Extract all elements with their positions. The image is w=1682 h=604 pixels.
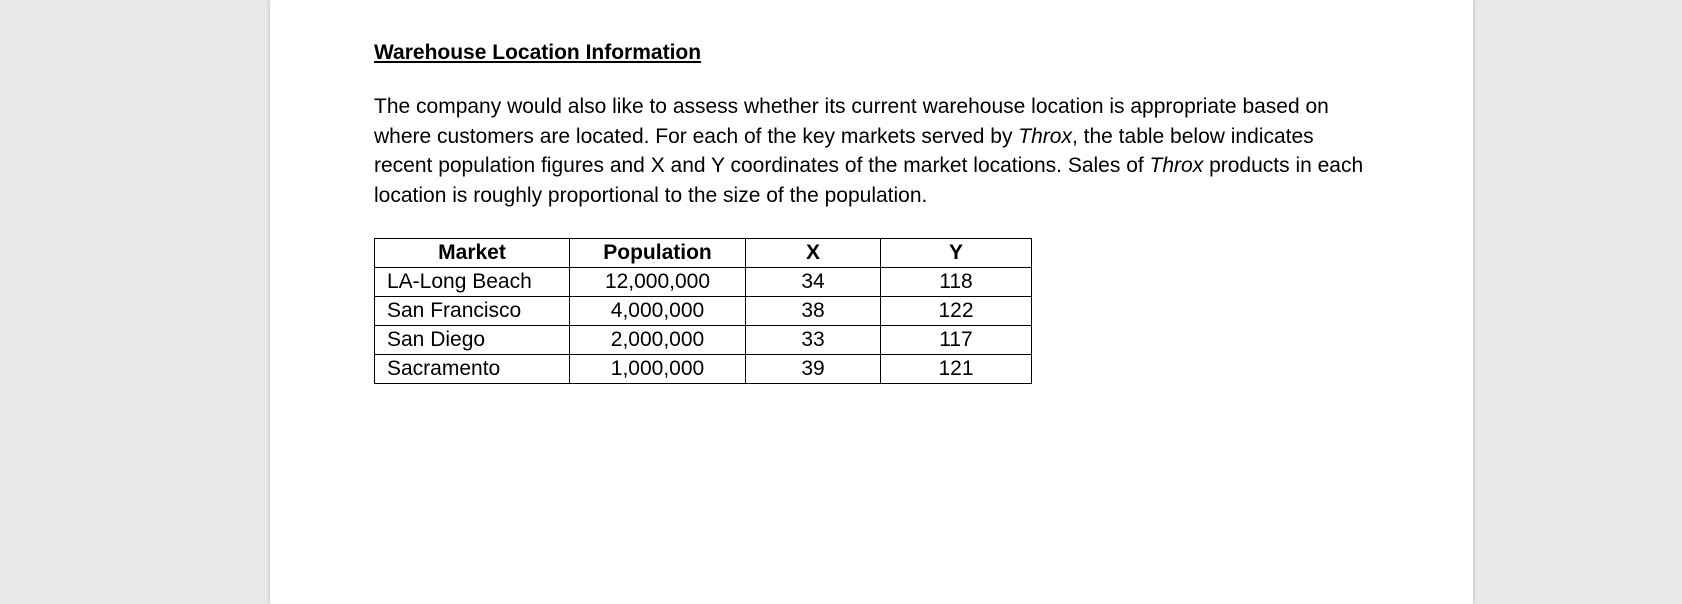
- cell-population: 4,000,000: [570, 297, 746, 326]
- intro-paragraph: [374, 92, 1364, 210]
- cell-x: 39: [746, 355, 881, 384]
- header-market: Market: [375, 239, 570, 268]
- cell-y: 122: [881, 297, 1032, 326]
- table-row: [375, 355, 1032, 384]
- cell-x: 34: [746, 268, 881, 297]
- cell-market: Sacramento: [375, 355, 570, 384]
- section-heading: Warehouse Location Information: [374, 41, 702, 64]
- header-x: X: [746, 239, 881, 268]
- table-row: [375, 297, 1032, 326]
- table-row: [375, 326, 1032, 355]
- cell-y: 117: [881, 326, 1032, 355]
- cell-y: 121: [881, 355, 1032, 384]
- cell-x: 33: [746, 326, 881, 355]
- cell-market: LA-Long Beach: [375, 268, 570, 297]
- brand-name: Throx: [1018, 124, 1072, 148]
- brand-name: Throx: [1149, 154, 1204, 177]
- header-population: Population: [570, 239, 746, 268]
- cell-market: San Diego: [375, 326, 570, 355]
- header-y: Y: [881, 239, 1032, 268]
- market-table: [374, 238, 1032, 384]
- cell-population: 1,000,000: [570, 355, 746, 384]
- cell-market: San Francisco: [375, 297, 570, 326]
- document-content: [374, 36, 1374, 384]
- paragraph-text-1: The company would also like to assess whether its current warehouse location is appropriate based on where customers are located. For each of the key markets served by: [374, 95, 1329, 148]
- cell-population: 2,000,000: [570, 326, 746, 355]
- paragraph-text-3: products in each location is roughly proportional to the size of the population.: [374, 154, 1364, 207]
- table-header-row: [375, 239, 1032, 268]
- table-row: [375, 268, 1032, 297]
- cell-y: 118: [881, 268, 1032, 297]
- cell-x: 38: [746, 297, 881, 326]
- document-page: [270, 0, 1473, 604]
- cell-population: 12,000,000: [570, 268, 746, 297]
- paragraph-text-2: , the table below indicates recent population figures and X and Y coordinates of the market locations. Sales of: [374, 124, 1314, 177]
